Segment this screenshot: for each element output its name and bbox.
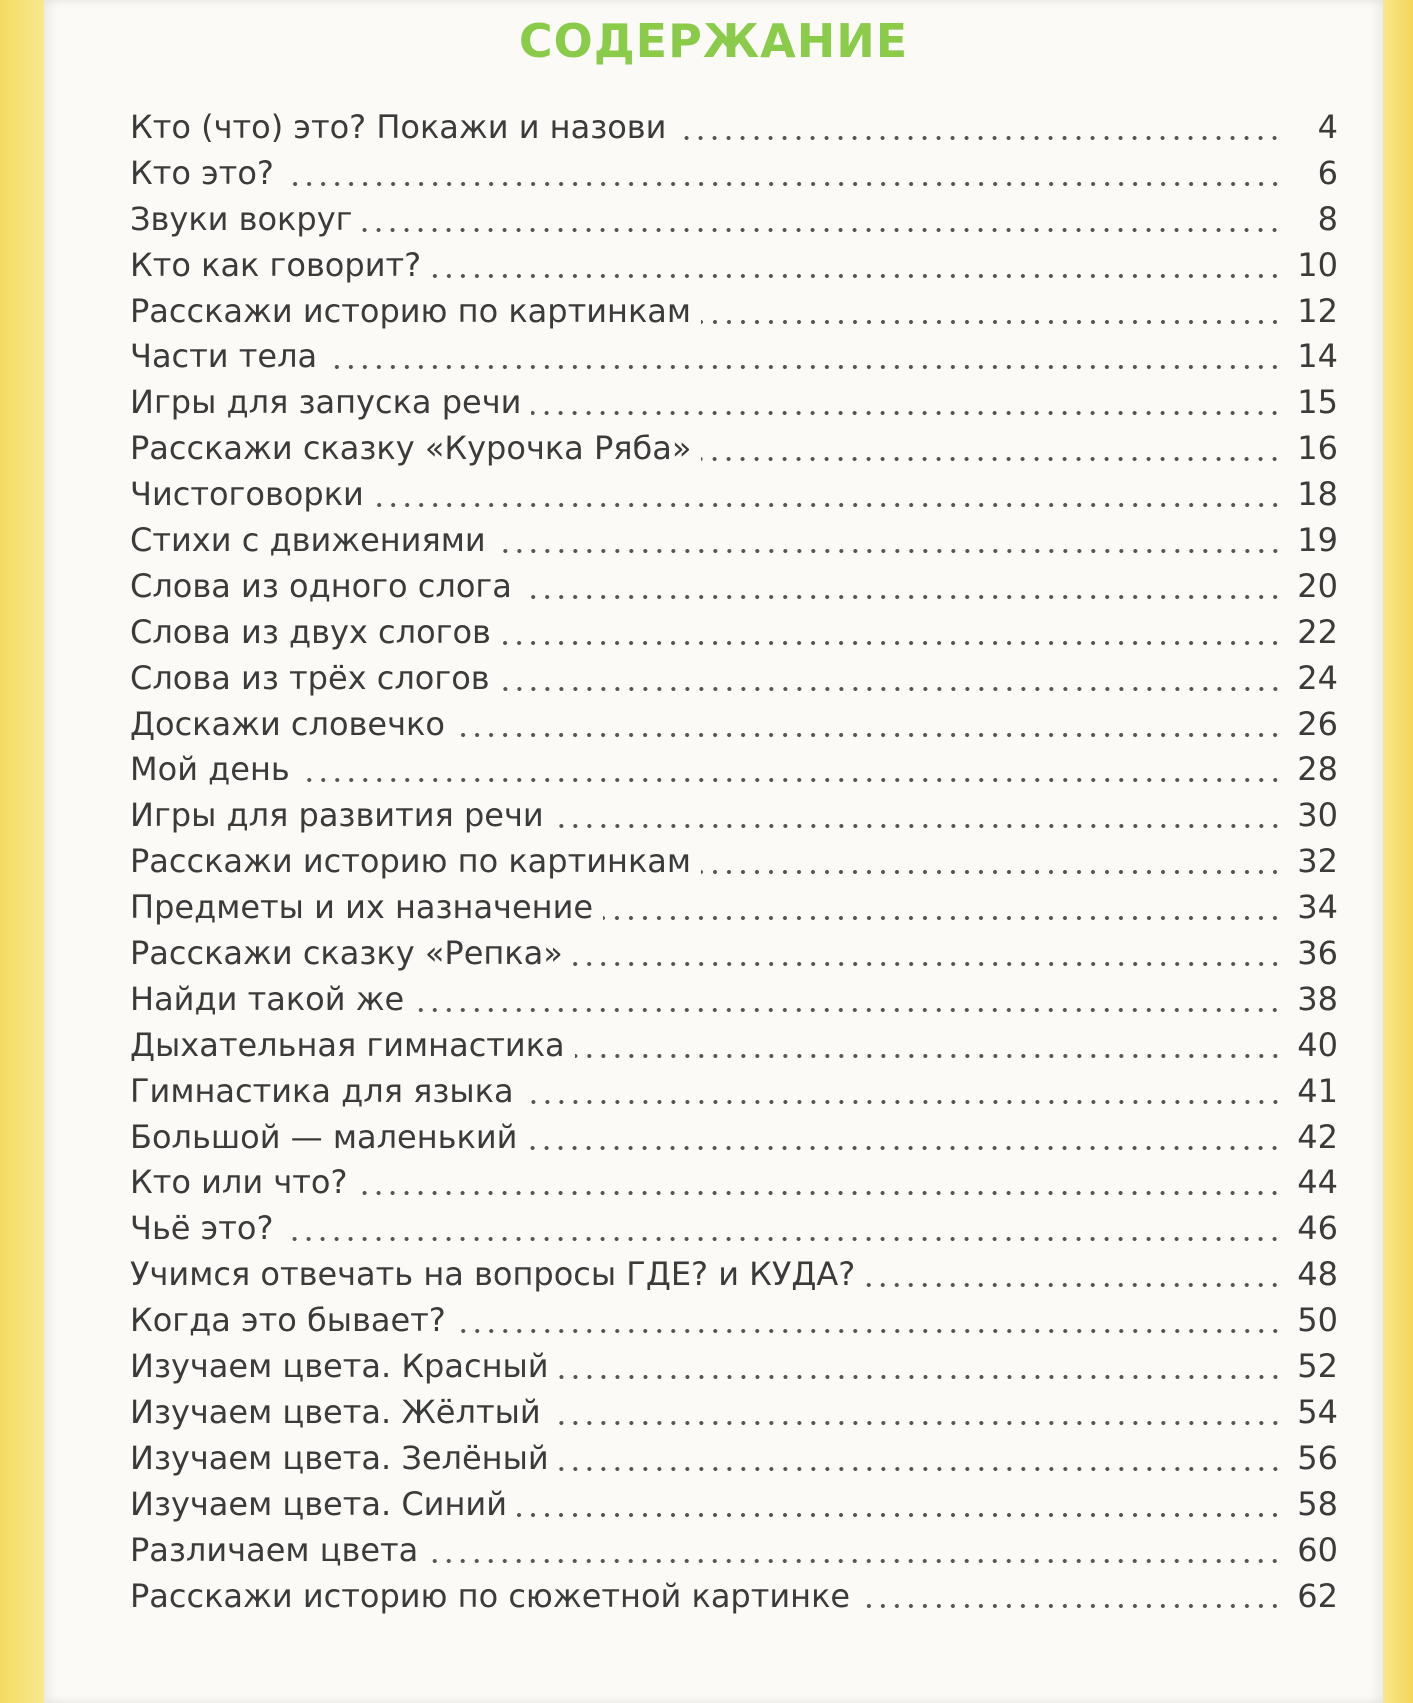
toc-entry-page-number: 26 xyxy=(1297,704,1338,743)
toc-entry xyxy=(130,1485,1338,1531)
dot-leader xyxy=(428,1558,1282,1564)
toc-entry-page-number: 62 xyxy=(1297,1576,1338,1615)
toc-entry-title: Кто это? xyxy=(130,153,274,192)
toc-entry-title: Изучаем цвета. Зелёный xyxy=(130,1438,549,1477)
toc-entry-title: Дыхательная гимнастика xyxy=(130,1025,565,1064)
toc-entry-page-number: 50 xyxy=(1297,1301,1338,1340)
dot-leader xyxy=(527,1145,1282,1151)
dot-leader xyxy=(374,502,1282,508)
toc-entry xyxy=(130,1163,1338,1209)
toc-entry xyxy=(130,108,1338,154)
toc-entry-title: Слова из трёх слогов xyxy=(130,658,490,697)
dot-leader xyxy=(362,227,1282,233)
dot-leader xyxy=(865,1282,1282,1288)
table-of-contents xyxy=(130,108,1338,1622)
toc-entry-title: Расскажи сказку «Репка» xyxy=(130,934,563,973)
toc-entry-page-number: 19 xyxy=(1297,521,1338,560)
toc-entry xyxy=(130,1301,1338,1347)
toc-entry xyxy=(130,383,1338,429)
toc-entry xyxy=(130,1209,1338,1255)
dot-leader xyxy=(284,181,1282,187)
dot-leader xyxy=(455,732,1282,738)
toc-entry xyxy=(130,934,1338,980)
toc-entry-title: Кто или что? xyxy=(130,1163,348,1202)
toc-entry xyxy=(130,842,1338,888)
toc-entry xyxy=(130,796,1338,842)
toc-entry-page-number: 16 xyxy=(1297,429,1338,468)
toc-entry xyxy=(130,1393,1338,1439)
toc-entry-title: Звуки вокруг xyxy=(130,199,353,238)
dot-leader xyxy=(522,594,1282,600)
toc-entry-title: Части тела xyxy=(130,337,318,376)
toc-entry-title: Кто как говорит? xyxy=(130,245,422,284)
dot-leader xyxy=(573,961,1282,967)
toc-entry-title: Изучаем цвета. Жёлтый xyxy=(130,1392,541,1431)
toc-entry-page-number: 14 xyxy=(1297,337,1338,376)
toc-entry-page-number: 10 xyxy=(1297,245,1338,284)
dot-leader xyxy=(860,1603,1282,1609)
dot-leader xyxy=(431,273,1282,279)
toc-entry-title: Расскажи сказку «Курочка Ряба» xyxy=(130,429,692,468)
toc-entry-title: Слова из одного слога xyxy=(130,566,512,605)
toc-entry-title: Когда это бывает? xyxy=(130,1301,446,1340)
cover-edge-right xyxy=(1383,0,1413,1703)
toc-entry-page-number: 42 xyxy=(1297,1117,1338,1156)
dot-leader xyxy=(701,869,1282,875)
toc-entry-page-number: 18 xyxy=(1297,475,1338,514)
toc-entry-page-number: 24 xyxy=(1297,658,1338,697)
toc-entry xyxy=(130,659,1338,705)
toc-entry-page-number: 4 xyxy=(1317,108,1338,146)
dot-leader xyxy=(496,548,1282,554)
dot-leader xyxy=(456,1328,1282,1334)
toc-entry-title: Изучаем цвета. Синий xyxy=(130,1484,507,1523)
dot-leader xyxy=(701,456,1282,462)
toc-entry xyxy=(130,705,1338,751)
dot-leader xyxy=(551,1420,1282,1426)
toc-entry-page-number: 34 xyxy=(1297,888,1338,927)
contents-page xyxy=(44,0,1383,1703)
dot-leader xyxy=(676,135,1282,141)
toc-entry xyxy=(130,1118,1338,1164)
toc-entry xyxy=(130,1072,1338,1118)
toc-entry-page-number: 30 xyxy=(1297,796,1338,835)
dot-leader xyxy=(603,915,1282,921)
toc-entry-page-number: 38 xyxy=(1297,979,1338,1018)
toc-entry xyxy=(130,1577,1338,1623)
dot-leader xyxy=(300,777,1282,783)
toc-entry-page-number: 54 xyxy=(1297,1392,1338,1431)
dot-leader xyxy=(414,1007,1282,1013)
dot-leader xyxy=(701,319,1282,325)
toc-entry-page-number: 12 xyxy=(1297,291,1338,330)
toc-entry-page-number: 46 xyxy=(1297,1209,1338,1248)
toc-entry xyxy=(130,475,1338,521)
toc-entry xyxy=(130,337,1338,383)
toc-entry-page-number: 32 xyxy=(1297,842,1338,881)
toc-entry-title: Изучаем цвета. Красный xyxy=(130,1347,549,1386)
toc-entry-page-number: 44 xyxy=(1297,1163,1338,1202)
toc-entry-title: Игры для запуска речи xyxy=(130,383,522,422)
toc-entry xyxy=(130,246,1338,292)
toc-entry-title: Гимнастика для языка xyxy=(130,1071,514,1110)
toc-entry-title: Предметы и их назначение xyxy=(130,888,594,927)
toc-entry xyxy=(130,292,1338,338)
toc-entry-title: Стихи с движениями xyxy=(130,521,486,560)
toc-entry-title: Чистоговорки xyxy=(130,475,364,514)
toc-entry-page-number: 58 xyxy=(1297,1484,1338,1523)
toc-entry xyxy=(130,750,1338,796)
toc-entry-title: Слова из двух слогов xyxy=(130,612,491,651)
toc-entry-page-number: 6 xyxy=(1317,153,1338,192)
toc-entry xyxy=(130,613,1338,659)
toc-entry-title: Различаем цвета xyxy=(130,1530,419,1569)
toc-entry-page-number: 41 xyxy=(1297,1071,1338,1110)
toc-entry xyxy=(130,154,1338,200)
toc-entry-page-number: 20 xyxy=(1297,566,1338,605)
toc-entry-title: Найди такой же xyxy=(130,979,405,1018)
cover-edge-left xyxy=(0,0,44,1703)
toc-entry-page-number: 28 xyxy=(1297,750,1338,789)
toc-entry-page-number: 48 xyxy=(1297,1255,1338,1294)
toc-entry xyxy=(130,200,1338,246)
toc-entry-title: Мой день xyxy=(130,750,290,789)
toc-entry-page-number: 56 xyxy=(1297,1438,1338,1477)
toc-entry xyxy=(130,1439,1338,1485)
toc-entry-page-number: 40 xyxy=(1297,1025,1338,1064)
dot-leader xyxy=(501,640,1282,646)
dot-leader xyxy=(524,1099,1282,1105)
toc-entry-page-number: 36 xyxy=(1297,934,1338,973)
dot-leader xyxy=(531,410,1282,416)
toc-entry xyxy=(130,1255,1338,1301)
toc-entry xyxy=(130,1531,1338,1577)
toc-entry-title: Расскажи историю по сюжетной картинке xyxy=(130,1576,851,1615)
dot-leader xyxy=(517,1512,1282,1518)
dot-leader xyxy=(500,686,1282,692)
toc-entry-title: Большой — маленький xyxy=(130,1117,518,1156)
toc-entry xyxy=(130,567,1338,613)
page-title: СОДЕРЖАНИЕ xyxy=(518,14,909,68)
toc-entry-title: Игры для развития речи xyxy=(130,796,544,835)
toc-entry xyxy=(130,429,1338,475)
dot-leader xyxy=(559,1466,1282,1472)
toc-entry-title: Расскажи историю по картинкам xyxy=(130,842,692,881)
toc-entry xyxy=(130,1026,1338,1072)
dot-leader xyxy=(575,1053,1282,1059)
dot-leader xyxy=(554,823,1282,829)
dot-leader xyxy=(357,1190,1282,1196)
toc-entry-title: Кто (что) это? Покажи и назови xyxy=(130,108,667,146)
toc-entry-page-number: 15 xyxy=(1297,383,1338,422)
toc-entry xyxy=(130,888,1338,934)
dot-leader xyxy=(283,1236,1282,1242)
toc-entry-page-number: 8 xyxy=(1317,199,1338,238)
dot-leader xyxy=(327,364,1282,370)
toc-entry xyxy=(130,980,1338,1026)
toc-entry-title: Доскажи словечко xyxy=(130,704,445,743)
toc-entry xyxy=(130,521,1338,567)
toc-entry-title: Расскажи историю по картинкам xyxy=(130,291,692,330)
dot-leader xyxy=(559,1374,1282,1380)
toc-entry-title: Чьё это? xyxy=(130,1209,274,1248)
toc-entry xyxy=(130,1347,1338,1393)
toc-entry-page-number: 22 xyxy=(1297,612,1338,651)
toc-entry-title: Учимся отвечать на вопросы ГДЕ? и КУДА? xyxy=(130,1255,856,1294)
toc-entry-page-number: 52 xyxy=(1297,1347,1338,1386)
toc-entry-page-number: 60 xyxy=(1297,1530,1338,1569)
